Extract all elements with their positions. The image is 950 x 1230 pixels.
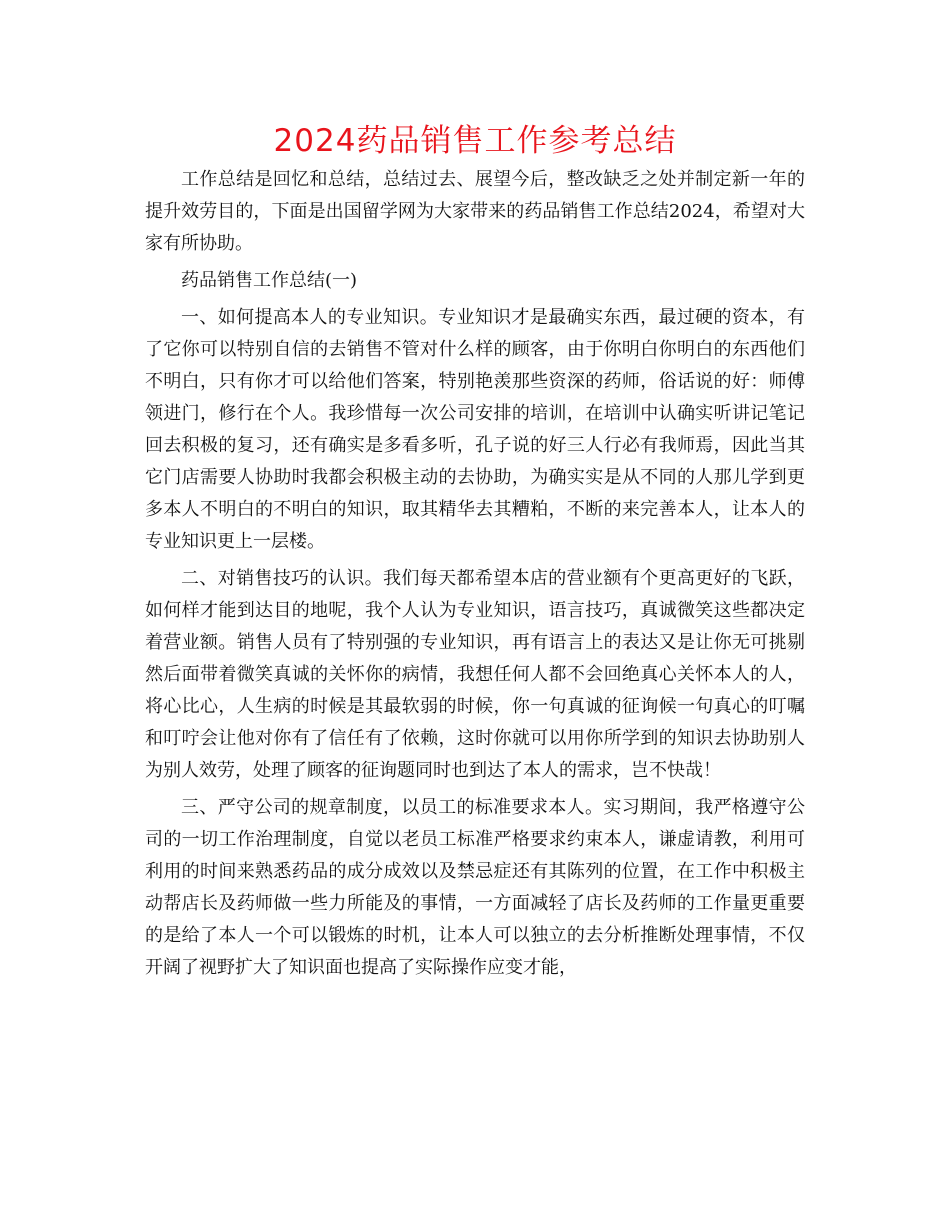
paragraph-company-rules: 三、严守公司的规章制度，以员工的标准要求本人。实习期间，我严格遵守公司的一切工作治理制度，自觉以老员工标准严格要求约束本人，谦虚请教，利用可利用的时间来熟悉药品的成分成效以及禁忌症还有其陈列的位置，在工作中积极主动帮店长及药师做一些力所能及的事情，一方面减轻了店长及药师的工作量更重要的是给了本人一个可以锻炼的时机，让本人可以独立的去分析推断处理事情，不仅开阔了视野扩大了知识面也提高了实际操作应变才能， — [145, 797, 805, 978]
paragraph-sales-skills: 二、对销售技巧的认识。我们每天都希望本店的营业额有个更高更好的飞跃，如何样才能到达目的地呢，我个人认为专业知识，语言技巧，真诚微笑这些都决定着营业额。销售人员有了特别强的专业知识，再有语言上的表达又是让你无可挑剔然后面带着微笑真诚的关怀你的病情，我想任何人都不会回绝真心关怀本人的人，将心比心，人生病的时候是其最软弱的时候，你一句真诚的征询候一句真心的叮嘱和叮咛会让他对你有了信任有了依赖，这时你就可以用你所学到的知识去协助别人为别人效劳，处理了顾客的征询题同时也到达了本人的需求，岂不快哉！ — [145, 568, 805, 781]
document-body — [145, 164, 805, 989]
paragraph-intro: 工作总结是回忆和总结，总结过去、展望今后，整改缺乏之处并制定新一年的提升效劳目的，下面是出国留学网为大家带来的药品销售工作总结2024，希望对大家有所协助。 — [145, 169, 805, 254]
section-heading: 药品销售工作总结(一) — [181, 270, 358, 291]
document-title: 2024药品销售工作参考总结 — [273, 123, 677, 159]
paragraph-professional-knowledge: 一、如何提高本人的专业知识。专业知识才是最确实东西，最过硬的资本，有了它你可以特别自信的去销售不管对什么样的顾客，由于你明白你明白的东西他们不明白，只有你才可以给他们答案，特别艳羡那些资深的药师，俗话说的好：师傅领进门，修行在个人。我珍惜每一次公司安排的培训，在培训中认确实听讲记笔记回去积极的复习，还有确实是多看多听，孔子说的好三人行必有我师焉，因此当其它门店需要人协助时我都会积极主动的去协助，为确实实是从不同的人那儿学到更多本人不明白的不明白的知识，取其精华去其糟粕，不断的来完善本人，让本人的专业知识更上一层楼。 — [145, 307, 805, 552]
